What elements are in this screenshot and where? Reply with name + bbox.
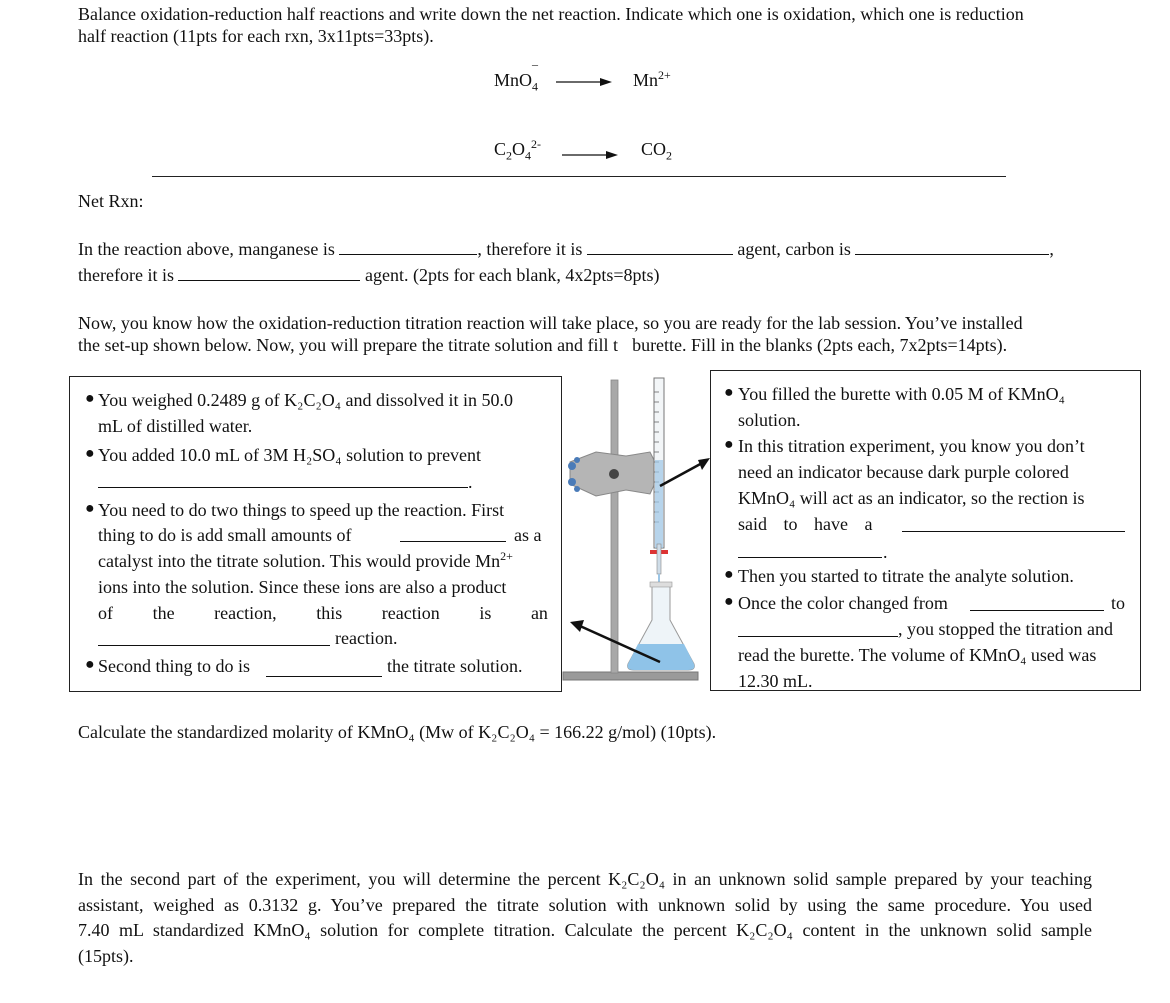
blank-second-thing[interactable] <box>266 676 382 677</box>
right-b1-line-2: solution. <box>738 410 801 430</box>
bullet-icon: ● <box>724 436 734 453</box>
bullet-icon: ● <box>85 656 95 673</box>
right-b2-line-2: need an indicator because dark purple colored <box>738 462 1069 482</box>
blank-color-from[interactable] <box>970 610 1104 611</box>
blank-carbon[interactable] <box>855 238 1049 255</box>
blank-manganese-agent[interactable] <box>587 238 733 255</box>
blank-manganese[interactable] <box>339 238 477 255</box>
right-b2-line-4: said to have a <box>738 514 873 534</box>
instructions-line-1: Balance oxidation-reduction half reactions and write down the net reaction. Indicate which one is oxidation, which one is reduction <box>78 4 1024 24</box>
right-b4-line-3: read the burette. The volume of KMnO₄ used was <box>738 645 1097 665</box>
bullet-icon: ● <box>724 384 734 401</box>
setup-paragraph-line-1: Now, you know how the oxidation-reduction titration reaction will take place, so you are ready for the lab session. You’ve installed <box>78 313 1023 333</box>
left-b3-line-4: ions into the solution. Since these ions are also a product <box>98 577 507 597</box>
reaction-2-product: $CO_2$ <box>641 139 673 163</box>
setup-paragraph-line-2: the set-up shown below. Now, you will prepare the titrate solution and fill t burette. Fill in the blanks (2pts each, 7x2pts=14pts). <box>78 335 1008 355</box>
instructions-line-2: half reaction (11pts for each rxn, 3x11pts=33pts). <box>78 26 434 46</box>
blank-catalyst[interactable] <box>400 541 506 542</box>
period: . <box>883 542 888 562</box>
right-b2-line-1: In this titration experiment, you know you don’t <box>738 436 1085 456</box>
reaction-2-arrow <box>562 149 618 161</box>
net-rxn-label: Net Rxn: <box>78 191 144 211</box>
right-b4-line-2: , you stopped the titration and <box>898 619 1113 639</box>
left-b3-line-2b: as a <box>514 525 542 545</box>
left-b3-line-1: You need to do two things to speed up the reaction. First <box>98 500 505 520</box>
second-part-paragraph <box>78 867 1092 969</box>
fill-in-sentence-2: therefore it is agent. (2pts for each blank, 4x2pts=8pts) <box>78 265 660 285</box>
second-part-line-1: In the second part of the experiment, you will determine the percent K₂C₂O₄ in an unknown solid sample prepared by your teaching <box>78 869 1092 889</box>
blank-indicator-type-2[interactable] <box>738 557 882 558</box>
bullet-icon: ● <box>724 593 734 610</box>
period: . <box>468 472 473 492</box>
bullet-icon: ● <box>85 445 95 462</box>
left-b4-b: the titrate solution. <box>387 656 523 676</box>
right-b4-line-4: 12.30 mL. <box>738 671 813 688</box>
bullet-icon: ● <box>724 566 734 583</box>
pointer-arrows <box>560 440 720 700</box>
blank-reaction-type[interactable] <box>98 645 330 646</box>
second-part-line-4: (15pts). <box>78 945 134 966</box>
blank-prevent[interactable] <box>98 487 468 488</box>
left-b3-line-5: of the reaction, this reaction is an <box>98 603 548 623</box>
reaction-1-reactant: MnO$_4$ – <box>494 57 539 94</box>
left-b4-a: Second thing to do is <box>98 656 250 676</box>
left-b2-line-1: You added 10.0 mL of 3M H₂SO₄ solution to prevent <box>98 445 482 465</box>
bullet-icon: ● <box>85 500 95 517</box>
divider <box>152 176 1006 177</box>
right-b4-line-1a: Once the color changed from <box>738 593 948 613</box>
left-b3-line-3: catalyst into the titrate solution. This would provide $Mn^{2+}$ <box>98 549 513 571</box>
second-part-line-3: 7.40 mL standardized KMnO₄ solution for complete titration. Calculate the percent K₂C₂O₄ content in the unknown solid sample <box>78 920 1092 940</box>
bullet-icon: ● <box>85 390 95 407</box>
left-b3-line-2a: thing to do is add small amounts of <box>98 525 352 545</box>
reaction-1-arrow <box>556 76 612 88</box>
calculate-molarity-question: Calculate the standardized molarity of KMnO₄ (Mw of K₂C₂O₄ = 166.22 g/mol) (10pts). <box>78 722 717 742</box>
second-part-line-2: assistant, weighed as 0.3132 g. You’ve prepared the titrate solution with unknown solid by using the same procedure. You used <box>78 894 1092 915</box>
blank-carbon-agent[interactable] <box>178 264 360 281</box>
left-b1-line-1: You weighed 0.2489 g of K₂C₂O₄ and dissolved it in 50.0 <box>98 390 513 410</box>
right-b2-line-3: KMnO₄ will act as an indicator, so the rection is <box>738 488 1085 508</box>
blank-color-to[interactable] <box>738 636 898 637</box>
right-b3-line-1: Then you started to titrate the analyte solution. <box>738 566 1074 586</box>
right-b4-line-1b: to <box>1111 593 1126 613</box>
fill-in-sentence-1: In the reaction above, manganese is , therefore it is agent, carbon is , <box>78 239 1054 259</box>
left-b3-line-6: reaction. <box>335 628 398 648</box>
reaction-2-reactant: $C_2O_4^{2-}$ <box>494 137 542 163</box>
reaction-1-product: $Mn^{2+}$ <box>633 68 671 90</box>
right-b1-line-1: You filled the burette with 0.05 M of KMnO₄ <box>738 384 1065 404</box>
blank-indicator-type-1[interactable] <box>902 531 1125 532</box>
left-b1-line-2: mL of distilled water. <box>98 416 253 436</box>
